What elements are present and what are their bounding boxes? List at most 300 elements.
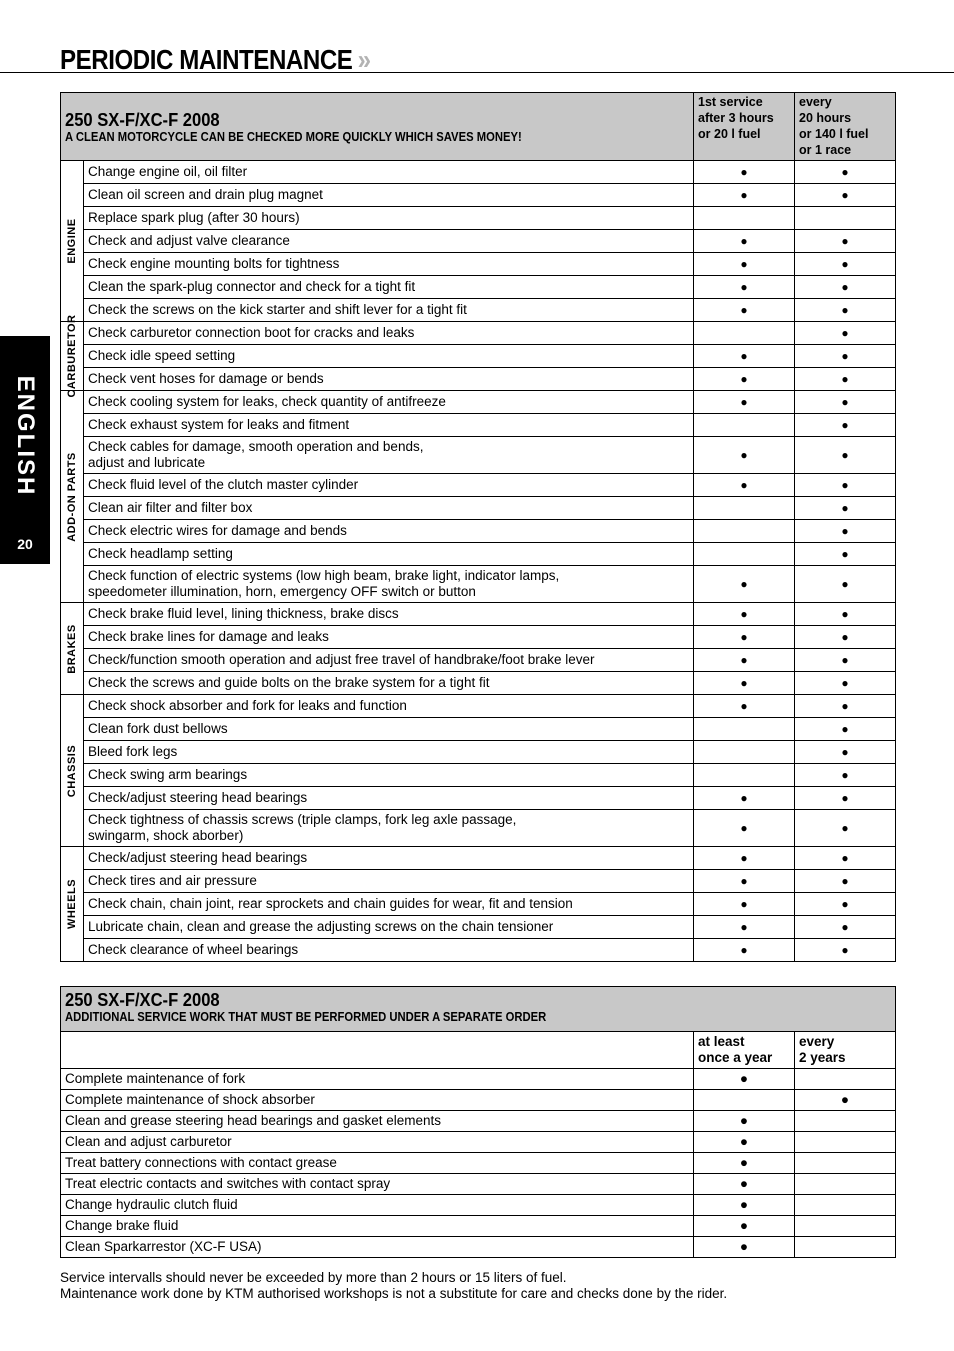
category-cell [61,695,84,847]
task-cell: Complete maintenance of shock absorber [61,1090,694,1111]
category-cell [61,391,84,603]
text-line: 1st service [698,95,763,109]
category-cell [61,314,84,398]
task-cell [84,566,694,603]
interval-cell [694,207,795,230]
interval-cell [795,1111,896,1132]
interval-cell [694,870,795,893]
interval-cell [795,276,896,299]
bullet-icon: ● [740,188,748,202]
additional-service-table [60,986,896,1258]
bullet-icon: ● [841,699,849,713]
table-row [61,1132,896,1153]
bullet-icon: ● [841,851,849,865]
task-cell [84,299,694,322]
bullet-icon: ● [739,1176,749,1191]
task-cell [84,893,694,916]
text-line: Change engine oil, oil filter [88,164,248,179]
bullet-icon: ● [739,1155,749,1170]
interval-cell [694,414,795,437]
interval-cell [694,1090,795,1111]
interval-cell [795,1174,896,1195]
interval-cell [795,437,896,474]
interval-cell [795,161,896,184]
task-cell: Treat electric contacts and switches with contact spray [61,1174,694,1195]
interval-cell [694,787,795,810]
interval-cell [795,741,896,764]
text-line: every [799,95,832,109]
bullet-icon: ● [841,418,849,432]
table-row [61,368,896,391]
table-header-title [61,93,694,161]
table-row [61,847,896,870]
interval-cell [795,520,896,543]
table-subtitle: ADDITIONAL SERVICE WORK THAT MUST BE PERFORMED UNDER A SEPARATE ORDER [65,1010,547,1024]
interval-cell [694,345,795,368]
interval-cell [694,391,795,414]
table-row [61,1216,896,1237]
bullet-icon: ● [739,1239,749,1254]
table-row [61,184,896,207]
interval-cell [694,1237,795,1258]
interval-cell [694,847,795,870]
table-row [61,870,896,893]
task-cell [84,741,694,764]
interval-cell [795,939,896,962]
bullet-icon: ● [841,676,849,690]
task-cell [84,764,694,787]
table-row [61,810,896,847]
text-line: Check exhaust system for leaks and fitment [88,417,350,432]
interval-cell [694,184,795,207]
interval-cell [795,1216,896,1237]
interval-cell [694,161,795,184]
bullet-icon: ● [841,630,849,644]
bullet-icon: ● [740,577,748,591]
bullet-icon: ● [740,630,748,644]
text-line: Check shock absorber and fork for leaks and function [88,698,407,713]
interval-cell [694,543,795,566]
text-line: Check/function smooth operation and adjust free travel of handbrake/foot brake lever [88,652,595,667]
bullet-icon: ● [740,165,748,179]
bullet-icon: ● [739,1071,749,1086]
footer-line: Maintenance work done by KTM authorised workshops is not a substitute for care and checks done by the rider. [60,1286,728,1301]
table-row [61,391,896,414]
text-line: Check tires and air pressure [88,873,257,888]
interval-cell [694,474,795,497]
task-cell: Clean and adjust carburetor [61,1132,694,1153]
bullet-icon: ● [740,303,748,317]
text-line: Check/adjust steering head bearings [88,790,308,805]
table-row [61,276,896,299]
category-label: ENGINE [66,218,78,264]
interval-cell [694,1216,795,1237]
text-line: Check cables for damage, smooth operation and bends, [88,439,424,454]
bullet-icon: ● [841,943,849,957]
text-line: speedometer illumination, horn, emergency OFF switch or button [88,584,476,599]
text-line: Check fluid level of the clutch master cylinder [88,477,359,492]
footer-notes [60,1270,727,1302]
interval-cell [694,1069,795,1090]
table-header-row [61,987,896,1032]
model-name: 250 SX-F/XC-F 2008 [65,990,220,1010]
table-row [61,566,896,603]
bullet-icon: ● [740,257,748,271]
category-cell [61,603,84,695]
text-line: or 140 l fuel [799,127,869,141]
bullet-icon: ● [841,478,849,492]
bullet-icon: ● [740,699,748,713]
text-line: Check vent hoses for damage or bends [88,371,324,386]
bullet-icon: ● [740,349,748,363]
language-label: ENGLISH [12,375,39,497]
bullet-icon: ● [740,448,748,462]
bullet-icon: ● [841,257,849,271]
bullet-icon: ● [740,920,748,934]
table-row [61,649,896,672]
interval-cell [694,497,795,520]
text-line: Clean air filter and filter box [88,500,253,515]
interval-cell [694,1111,795,1132]
table-row [61,1195,896,1216]
bullet-icon: ● [740,943,748,957]
interval-cell [795,603,896,626]
interval-cell [795,626,896,649]
bullet-icon: ● [840,1092,850,1107]
text-line: 20 hours [799,111,852,125]
text-line: at least [698,1034,745,1049]
text-line: or 1 race [799,143,852,157]
interval-cell [694,916,795,939]
text-line: Bleed fork legs [88,744,178,759]
bullet-icon: ● [740,791,748,805]
table-row [61,1174,896,1195]
chevron-icon: » [357,44,371,75]
task-cell: Treat battery connections with contact grease [61,1153,694,1174]
task-cell [84,184,694,207]
table-row [61,437,896,474]
page-title-text: PERIODIC MAINTENANCE [60,44,353,75]
category-cell [61,161,84,322]
text-line: Check clearance of wheel bearings [88,942,299,957]
bullet-icon: ● [739,1197,749,1212]
task-cell [84,414,694,437]
interval-cell [795,672,896,695]
task-cell [84,345,694,368]
text-line: Check and adjust valve clearance [88,233,290,248]
interval-cell [694,1174,795,1195]
column-header-every-20-hours [795,93,896,161]
table-row [61,718,896,741]
interval-cell [694,810,795,847]
interval-cell [694,566,795,603]
interval-cell [795,718,896,741]
interval-cell [795,497,896,520]
bullet-icon: ● [740,874,748,888]
interval-cell [795,1153,896,1174]
bullet-icon: ● [841,920,849,934]
interval-cell [694,741,795,764]
table-row [61,1237,896,1258]
interval-cell [694,1153,795,1174]
interval-cell [694,1195,795,1216]
task-cell [84,253,694,276]
bullet-icon: ● [740,607,748,621]
task-cell [84,672,694,695]
task-cell [84,603,694,626]
bullet-icon: ● [841,326,849,340]
table-subtitle: A CLEAN MOTORCYCLE CAN BE CHECKED MORE QUICKLY WHICH SAVES MONEY! [65,130,522,144]
interval-cell [795,253,896,276]
interval-cell [694,764,795,787]
text-line: Check tightness of chassis screws (triple clamps, fork leg axle passage, [88,812,517,827]
task-cell [84,391,694,414]
text-line: Check engine mounting bolts for tightness [88,256,340,271]
text-line: Clean the spark-plug connector and check for a tight fit [88,279,416,294]
bullet-icon: ● [841,234,849,248]
bullet-icon: ● [740,372,748,386]
text-line: Check swing arm bearings [88,767,248,782]
text-line: Check headlamp setting [88,546,233,561]
bullet-icon: ● [841,653,849,667]
task-cell [84,810,694,847]
model-name: 250 SX-F/XC-F 2008 [65,110,220,130]
interval-cell [795,847,896,870]
task-cell [84,520,694,543]
interval-cell [694,520,795,543]
task-cell [84,916,694,939]
text-line: every [799,1034,835,1049]
text-line: Check brake fluid level, lining thickness, brake discs [88,606,399,621]
text-line: Check function of electric systems (low high beam, brake light, indicator lamps, [88,568,560,583]
bullet-icon: ● [841,303,849,317]
bullet-icon: ● [841,372,849,386]
bullet-icon: ● [841,791,849,805]
task-cell [84,626,694,649]
interval-cell [694,718,795,741]
interval-cell [694,695,795,718]
interval-cell [694,603,795,626]
interval-cell [694,1132,795,1153]
bullet-icon: ● [740,653,748,667]
interval-cell [795,322,896,345]
task-cell [84,939,694,962]
interval-cell [694,276,795,299]
category-label: CARBURETOR [66,314,78,398]
bullet-icon: ● [841,821,849,835]
bullet-icon: ● [841,280,849,294]
interval-cell [795,368,896,391]
interval-cell [795,893,896,916]
interval-cell [795,543,896,566]
interval-cell [795,345,896,368]
task-cell [84,870,694,893]
text-line: adjust and lubricate [88,455,206,470]
interval-cell [795,787,896,810]
interval-cell [795,1069,896,1090]
bullet-icon: ● [740,395,748,409]
interval-cell [694,437,795,474]
text-line: once a year [698,1050,773,1065]
category-label: WHEELS [66,878,78,930]
interval-cell [795,474,896,497]
category-label: ADD-ON PARTS [66,451,78,542]
text-line: Replace spark plug (after 30 hours) [88,210,300,225]
bullet-icon: ● [841,165,849,179]
interval-cell [795,566,896,603]
text-line: 2 years [799,1050,846,1065]
table-row [61,543,896,566]
interval-cell [694,649,795,672]
text-line: Check the screws and guide bolts on the brake system for a tight fit [88,675,490,690]
text-line: Check idle speed setting [88,348,236,363]
bullet-icon: ● [841,768,849,782]
language-tab [0,336,50,564]
category-cell [61,847,84,962]
footer-line: Service intervalls should never be exceeded by more than 2 hours or 15 liters of fuel. [60,1270,567,1285]
table-row [61,626,896,649]
table-row [61,520,896,543]
table-row [61,1090,896,1111]
bullet-icon: ● [841,547,849,561]
table-header-row [61,93,896,161]
bullet-icon: ● [841,395,849,409]
maintenance-table [60,92,896,962]
interval-cell [694,672,795,695]
task-cell: Clean and grease steering head bearings and gasket elements [61,1111,694,1132]
column-header-once-a-year [694,1032,795,1069]
table-row [61,695,896,718]
table-row [61,299,896,322]
text-line: Clean oil screen and drain plug magnet [88,187,323,202]
table-row [61,672,896,695]
interval-cell [795,299,896,322]
table-row [61,916,896,939]
interval-cell [694,368,795,391]
bullet-icon: ● [739,1134,749,1149]
bullet-icon: ● [740,280,748,294]
page-number: 20 [17,536,33,552]
bullet-icon: ● [740,897,748,911]
task-cell: Change brake fluid [61,1216,694,1237]
table-row [61,322,896,345]
bullet-icon: ● [841,188,849,202]
bullet-icon: ● [841,577,849,591]
bullet-icon: ● [740,478,748,492]
interval-cell [694,230,795,253]
empty-header-cell [61,1032,694,1069]
interval-cell [795,916,896,939]
task-cell [84,474,694,497]
column-header-row [61,1032,896,1069]
table-row [61,1153,896,1174]
text-line: Check/adjust steering head bearings [88,850,308,865]
interval-cell [795,695,896,718]
text-line: after 3 hours [698,111,774,125]
bullet-icon: ● [841,524,849,538]
table-row [61,603,896,626]
interval-cell [694,939,795,962]
task-cell [84,695,694,718]
interval-cell [694,626,795,649]
title-rule [0,72,954,73]
table-row [61,1069,896,1090]
bullet-icon: ● [841,501,849,515]
interval-cell [795,1090,896,1111]
table-row [61,345,896,368]
bullet-icon: ● [841,722,849,736]
table-row [61,161,896,184]
interval-cell [694,299,795,322]
text-line: Check chain, chain joint, rear sprockets and chain guides for wear, fit and tension [88,896,573,911]
task-cell [84,161,694,184]
text-line: Clean fork dust bellows [88,721,228,736]
text-line: Check the screws on the kick starter and shift lever for a tight fit [88,302,467,317]
task-cell: Change hydraulic clutch fluid [61,1195,694,1216]
interval-cell [795,1132,896,1153]
task-cell [84,368,694,391]
column-header-first-service [694,93,795,161]
task-cell [84,718,694,741]
task-cell [84,787,694,810]
bullet-icon: ● [740,676,748,690]
interval-cell [795,184,896,207]
interval-cell [795,414,896,437]
category-label: CHASSIS [66,744,78,797]
text-line: swingarm, shock aborber) [88,828,244,843]
task-cell [84,276,694,299]
bullet-icon: ● [841,745,849,759]
task-cell: Complete maintenance of fork [61,1069,694,1090]
bullet-icon: ● [841,897,849,911]
text-line: Check brake lines for damage and leaks [88,629,329,644]
interval-cell [694,253,795,276]
interval-cell [795,764,896,787]
table-header-title [61,987,896,1032]
task-cell [84,207,694,230]
table-row [61,474,896,497]
bullet-icon: ● [739,1113,749,1128]
table-row [61,893,896,916]
table-row [61,1111,896,1132]
task-cell [84,437,694,474]
table-row [61,741,896,764]
text-line: Check electric wires for damage and bends [88,523,347,538]
interval-cell [694,893,795,916]
task-cell [84,847,694,870]
task-cell [84,230,694,253]
bullet-icon: ● [740,851,748,865]
table-row [61,939,896,962]
table-row [61,787,896,810]
column-header-every-2-years [795,1032,896,1069]
bullet-icon: ● [841,607,849,621]
task-cell [84,322,694,345]
bullet-icon: ● [841,349,849,363]
text-line: Check carburetor connection boot for cracks and leaks [88,325,415,340]
table-row [61,253,896,276]
category-label: BRAKES [66,623,78,674]
interval-cell [795,230,896,253]
interval-cell [795,207,896,230]
interval-cell [795,870,896,893]
task-cell [84,543,694,566]
table-row [61,207,896,230]
bullet-icon: ● [740,821,748,835]
text-line: Check cooling system for leaks, check quantity of antifreeze [88,394,446,409]
bullet-icon: ● [841,448,849,462]
table-row [61,414,896,437]
